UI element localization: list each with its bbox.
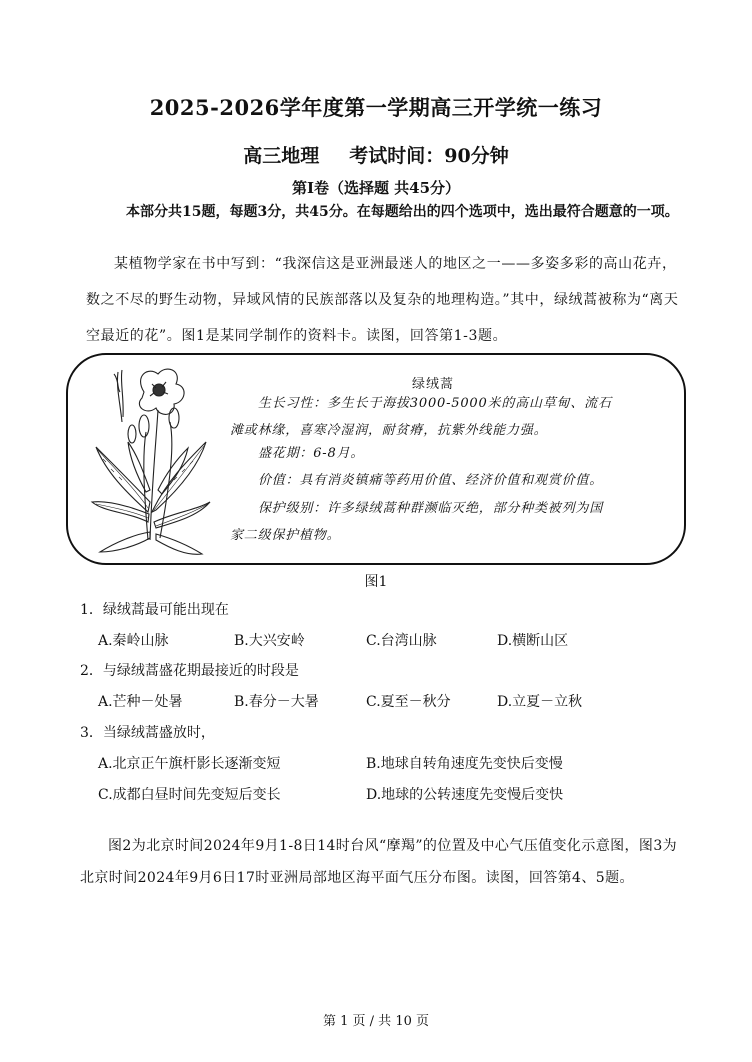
question-3-option-b: B.地球自转角速度先变快后变慢 [366,756,563,772]
question-3-option-a: A.北京正午旗杆影长逐渐变短 [98,756,281,772]
intro-paragraph: 某植物学家在书中写到：“我深信这是亚洲最迷人的地区之一——多姿多彩的高山花卉，数之不尽的野生动物，异域风情的民族部落以及复杂的地理构造。”其中，绿绒蒿被称为“离天空最近的花”。图1是某同学制作的资料卡。读图，回答第1-3题。 [86,256,679,344]
page-footer: 第 1 页 / 共 10 页 [323,1014,429,1029]
question-1-option-c: C.台湾山脉 [366,633,437,649]
section-instructions: 本部分共15题，每题3分，共45分。在每题给出的四个选项中，选出最符合题意的一项。 [126,204,679,220]
question-1-stem: 1．绿绒蒿最可能出现在 [80,602,229,618]
question-2-option-a: A.芒种－处暑 [98,694,183,710]
question-1-option-a: A.秦岭山脉 [98,633,169,649]
question-1-option-b: B.大兴安岭 [234,633,305,649]
question-3-option-c: C.成都白昼时间先变短后变长 [98,787,281,803]
question-3-option-d: D.地球的公转速度先变慢后变快 [366,787,564,803]
exam-subtitle [0,141,752,168]
card-protect-line1: 保护级别：许多绿绒蒿种群濒临灭绝，部分种类被列为国 [258,501,604,516]
card-bloom: 盛花期：6-8月。 [258,446,365,461]
exam-time: 考试时间：90分钟 [349,145,509,167]
subject-label: 高三地理 [243,145,320,167]
card-value: 价值：具有消炎镇痛等药用价值、经济价值和观赏价值。 [258,473,604,488]
plant-illustration [86,362,216,557]
section-heading: 第Ⅰ卷（选择题 共45分） [291,179,461,197]
exam-title: 2025-2026学年度第一学期高三开学统一练习 [149,95,603,120]
figure-caption: 图1 [364,574,388,590]
card-protect-line2: 家二级保护植物。 [230,528,341,543]
card-title: 绿绒蒿 [412,377,455,392]
question-2-option-d: D.立夏－立秋 [497,694,583,710]
card-habit-line2: 滩或林缘，喜寒冷湿润，耐贫瘠，抗紫外线能力强。 [230,423,548,438]
figure-2-3-paragraph: 图2为北京时间2024年9月1-8日14时台风“摩羯”的位置及中心气压值变化示意图，图3为北京时间2024年9月6日17时亚洲局部地区海平面气压分布图。读图，回答第4、5题。 [80,838,678,886]
question-2-option-c: C.夏至－秋分 [366,694,451,710]
question-2-stem: 2．与绿绒蒿盛花期最接近的时段是 [80,663,299,679]
question-3-stem: 3．当绿绒蒿盛放时， [80,725,215,741]
question-2-option-b: B.春分－大暑 [234,694,319,710]
question-1-option-d: D.横断山区 [497,633,569,649]
card-habit-line1: 生长习性：多生长于海拔3000-5000米的高山草甸、流石 [258,396,612,411]
